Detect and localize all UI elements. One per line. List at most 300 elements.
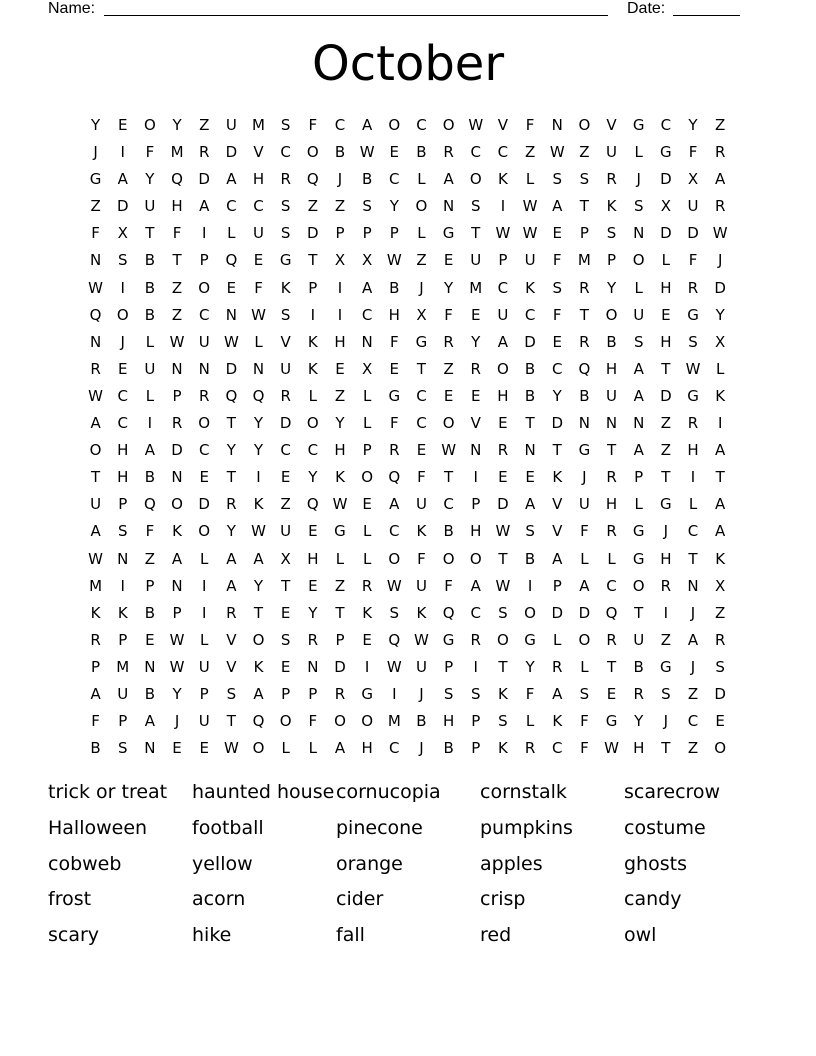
grid-letter: P xyxy=(552,576,562,595)
grid-letter: H xyxy=(307,549,319,568)
grid-letter: S xyxy=(661,684,671,703)
grid-letter: L xyxy=(254,332,263,351)
grid-letter: G xyxy=(524,630,536,649)
grid-letter: I xyxy=(120,278,125,297)
grid-letter: H xyxy=(334,332,346,351)
grid-letter: T xyxy=(281,576,291,595)
grid-letter: A xyxy=(226,576,237,595)
grid-letter: N xyxy=(687,576,699,595)
grid-row xyxy=(82,573,734,600)
grid-letter: C xyxy=(389,522,400,541)
word-list-item: hike xyxy=(192,924,232,947)
grid-letter: K xyxy=(416,603,427,622)
grid-letter: A xyxy=(362,278,373,297)
grid-letter: P xyxy=(145,576,155,595)
grid-letter: F xyxy=(580,739,589,758)
grid-letter: D xyxy=(116,197,129,216)
grid-letter: Q xyxy=(388,468,401,487)
grid-letter: I xyxy=(310,305,316,324)
grid-letter: D xyxy=(524,332,536,351)
grid-letter: D xyxy=(171,441,183,460)
grid-letter: C xyxy=(416,414,427,433)
grid-letter: K xyxy=(253,495,264,514)
grid-letter: R xyxy=(389,441,400,460)
grid-letter: C xyxy=(551,739,563,758)
grid-letter: Y xyxy=(525,657,535,676)
grid-letter: W xyxy=(88,386,103,405)
grid-letter: O xyxy=(143,116,156,134)
grid-letter: R xyxy=(226,603,237,622)
grid-letter: X xyxy=(416,305,427,324)
grid-letter: Z xyxy=(524,143,536,162)
grid-letter: T xyxy=(606,441,617,460)
grid-letter: I xyxy=(147,414,153,433)
grid-letter: L xyxy=(525,712,535,731)
grid-letter: V xyxy=(226,630,237,649)
grid-letter: N xyxy=(171,468,183,487)
grid-letter: N xyxy=(361,332,373,351)
grid-letter: B xyxy=(606,332,617,351)
grid-letter: E xyxy=(498,414,508,433)
grid-letter: J xyxy=(582,468,587,487)
grid-letter: D xyxy=(551,603,564,622)
word-list-item: pumpkins xyxy=(480,816,573,839)
grid-letter: P xyxy=(308,278,318,297)
grid-letter: C xyxy=(497,278,509,297)
grid-letter: A xyxy=(226,549,237,568)
grid-letter: F xyxy=(444,576,453,595)
grid-letter: R xyxy=(606,170,617,189)
grid-letter: T xyxy=(172,251,182,270)
grid-letter: O xyxy=(361,712,374,731)
grid-letter: F xyxy=(308,116,318,134)
grid-letter: B xyxy=(633,657,644,676)
grid-letter: K xyxy=(416,522,427,541)
grid-letter: R xyxy=(361,576,373,595)
grid-letter: R xyxy=(579,332,590,351)
grid-letter: O xyxy=(497,359,509,378)
grid-letter: M xyxy=(252,116,265,134)
grid-letter: N xyxy=(633,414,645,433)
grid-letter: T xyxy=(471,224,481,243)
grid-letter: B xyxy=(524,359,536,378)
grid-letter: G xyxy=(660,143,672,162)
grid-row xyxy=(82,708,734,735)
grid-letter: N xyxy=(442,197,455,216)
grid-letter: L xyxy=(417,170,426,189)
grid-letter: R xyxy=(226,495,237,514)
grid-letter: T xyxy=(444,468,454,487)
grid-letter: F xyxy=(552,305,562,324)
grid-letter: U xyxy=(415,657,427,676)
header xyxy=(48,0,748,20)
grid-letter: S xyxy=(117,522,128,541)
grid-letter: Z xyxy=(579,143,590,162)
grid-letter: F xyxy=(417,468,426,487)
grid-letter: A xyxy=(117,170,128,189)
word-list-item: scary xyxy=(48,924,100,947)
grid-letter: L xyxy=(145,386,155,405)
grid-letter: K xyxy=(498,739,508,758)
grid-letter: B xyxy=(144,251,156,270)
grid-letter: F xyxy=(525,116,535,134)
grid-letter: C xyxy=(389,170,400,189)
grid-letter: U xyxy=(117,684,129,703)
grid-letter: G xyxy=(415,332,428,351)
grid-letter: A xyxy=(470,576,481,595)
grid-letter: C xyxy=(389,739,400,758)
word-list-item: cornucopia xyxy=(336,781,441,803)
grid-letter: U xyxy=(198,657,210,676)
grid-letter: U xyxy=(606,386,618,405)
grid-letter: V xyxy=(552,522,563,541)
grid-letter: I xyxy=(256,468,261,487)
grid-letter: H xyxy=(660,549,672,568)
grid-letter: K xyxy=(307,332,318,351)
grid-letter: G xyxy=(632,549,645,568)
grid-letter: E xyxy=(280,657,291,676)
grid-letter: J xyxy=(690,657,696,676)
grid-letter: N xyxy=(605,414,618,433)
word-list-item: cornstalk xyxy=(480,781,567,803)
grid-letter: H xyxy=(660,332,672,351)
grid-letter: S xyxy=(633,332,644,351)
grid-letter: Z xyxy=(90,197,101,216)
grid-letter: S xyxy=(280,305,291,324)
grid-letter: K xyxy=(552,712,563,731)
grid-letter: H xyxy=(687,441,699,460)
grid-letter: Q xyxy=(306,495,319,514)
grid-letter: P xyxy=(389,224,399,243)
grid-letter: Q xyxy=(442,603,455,622)
grid-letter: V xyxy=(606,116,617,134)
grid-letter: X xyxy=(715,576,726,595)
grid-letter: C xyxy=(443,495,454,514)
grid-letter: E xyxy=(552,332,562,351)
grid-letter: D xyxy=(660,170,672,189)
grid-letter: W xyxy=(522,224,538,243)
grid-letter: E xyxy=(280,603,291,622)
grid-letter: I xyxy=(717,414,723,433)
grid-letter: A xyxy=(253,549,264,568)
grid-letter: C xyxy=(660,116,672,134)
word-list-item: haunted house xyxy=(192,781,335,803)
grid-letter: E xyxy=(443,251,454,270)
grid-letter: B xyxy=(579,386,590,405)
grid-letter: A xyxy=(226,170,237,189)
grid-letter: U xyxy=(687,197,699,216)
grid-letter: O xyxy=(497,630,509,649)
grid-letter: W xyxy=(685,359,701,378)
word-list xyxy=(48,778,768,957)
grid-letter: A xyxy=(497,332,509,351)
grid-letter: Y xyxy=(253,414,264,433)
grid-letter: N xyxy=(633,224,645,243)
grid-letter: P xyxy=(362,224,372,243)
grid-letter: K xyxy=(335,468,345,487)
grid-letter: D xyxy=(714,278,726,297)
grid-letter: O xyxy=(388,549,401,568)
grid-row xyxy=(82,681,734,708)
grid-letter: H xyxy=(605,495,618,514)
word-list-item: crisp xyxy=(480,888,526,911)
grid-letter: S xyxy=(606,224,617,243)
grid-letter: P xyxy=(471,495,481,514)
grid-letter: S xyxy=(471,684,481,703)
grid-letter: R xyxy=(307,630,319,649)
grid-letter: I xyxy=(690,468,696,487)
grid-letter: J xyxy=(93,143,98,162)
grid-letter: L xyxy=(715,359,725,378)
grid-letter: R xyxy=(714,143,726,162)
grid-letter: B xyxy=(144,468,156,487)
grid-letter: Y xyxy=(335,414,345,433)
grid-letter: O xyxy=(469,170,482,189)
grid-letter: C xyxy=(497,143,509,162)
grid-letter: T xyxy=(715,468,725,487)
grid-letter: T xyxy=(525,414,535,433)
grid-letter: A xyxy=(443,170,454,189)
grid-letter: E xyxy=(199,468,209,487)
grid-letter: I xyxy=(337,305,343,324)
grid-letter: L xyxy=(362,549,372,568)
grid-letter: F xyxy=(172,224,182,243)
grid-row xyxy=(82,356,734,383)
grid-row xyxy=(82,600,734,627)
grid-letter: K xyxy=(307,359,318,378)
grid-letter: A xyxy=(552,549,563,568)
word-list-item: fall xyxy=(336,924,365,947)
grid-letter: G xyxy=(442,630,455,649)
grid-letter: F xyxy=(580,522,589,541)
grid-letter: P xyxy=(199,684,209,703)
grid-letter: Q xyxy=(89,305,102,324)
grid-letter: G xyxy=(442,224,455,243)
grid-letter: N xyxy=(171,359,183,378)
word-list-item: red xyxy=(480,924,512,947)
grid-letter: J xyxy=(663,712,669,731)
grid-letter: Z xyxy=(660,630,671,649)
grid-letter: A xyxy=(715,441,726,460)
grid-letter: B xyxy=(144,278,156,297)
grid-letter: F xyxy=(91,224,100,243)
grid-letter: L xyxy=(362,386,372,405)
grid-letter: L xyxy=(553,630,562,649)
word-list-item: yellow xyxy=(192,852,253,875)
grid-letter: R xyxy=(606,630,617,649)
grid-row xyxy=(82,383,734,410)
grid-letter: F xyxy=(552,251,562,270)
grid-letter: O xyxy=(469,549,482,568)
grid-letter: C xyxy=(606,576,617,595)
grid-letter: N xyxy=(171,576,183,595)
grid-letter: E xyxy=(525,468,535,487)
grid-letter: Z xyxy=(687,739,699,758)
grid-letter: G xyxy=(361,684,373,703)
grid-letter: L xyxy=(335,549,345,568)
grid-letter: N xyxy=(307,657,319,676)
grid-letter: J xyxy=(120,332,125,351)
grid-letter: C xyxy=(687,522,699,541)
grid-letter: T xyxy=(634,603,644,622)
grid-letter: T xyxy=(416,359,427,378)
grid-letter: I xyxy=(473,468,478,487)
grid-letter: K xyxy=(498,170,508,189)
grid-letter: G xyxy=(334,522,346,541)
grid-letter: T xyxy=(661,359,671,378)
grid-letter: A xyxy=(715,495,726,514)
grid-letter: R xyxy=(579,278,590,297)
grid-letter: R xyxy=(497,441,509,460)
grid-letter: V xyxy=(552,495,563,514)
grid-letter: F xyxy=(417,549,426,568)
grid-letter: K xyxy=(172,522,182,541)
grid-letter: A xyxy=(524,495,536,514)
grid-letter: D xyxy=(334,657,346,676)
grid-letter: Y xyxy=(634,712,644,731)
grid-row xyxy=(82,410,734,437)
grid-letter: L xyxy=(688,495,698,514)
grid-letter: A xyxy=(552,197,563,216)
grid-letter: U xyxy=(606,143,618,162)
grid-letter: B xyxy=(416,143,427,162)
grid-letter: S xyxy=(280,630,291,649)
grid-letter: L xyxy=(308,386,317,405)
grid-letter: U xyxy=(253,224,264,243)
grid-letter: I xyxy=(120,576,125,595)
grid-letter: O xyxy=(361,468,374,487)
grid-letter: Y xyxy=(253,576,264,595)
grid-letter: D xyxy=(551,414,564,433)
grid-letter: E xyxy=(362,630,372,649)
grid-letter: P xyxy=(172,603,182,622)
word-list-item: apples xyxy=(480,852,543,875)
grid-letter: A xyxy=(579,576,590,595)
grid-letter: C xyxy=(470,143,481,162)
grid-letter: M xyxy=(387,712,401,731)
grid-letter: W xyxy=(386,251,402,270)
word-list-item: cider xyxy=(336,888,384,911)
grid-letter: W xyxy=(441,441,457,460)
grid-letter: W xyxy=(468,116,484,134)
grid-letter: L xyxy=(281,739,290,758)
grid-letter: R xyxy=(470,359,481,378)
word-list-item: Halloween xyxy=(48,816,148,839)
grid-letter: H xyxy=(252,170,265,189)
grid-letter: C xyxy=(416,116,427,134)
grid-letter: W xyxy=(251,522,266,541)
grid-letter: O xyxy=(578,630,591,649)
grid-letter: Z xyxy=(334,576,346,595)
grid-letter: P xyxy=(498,251,508,270)
grid-letter: T xyxy=(579,197,589,216)
grid-letter: W xyxy=(251,305,266,324)
grid-letter: K xyxy=(552,468,563,487)
grid-letter: D xyxy=(198,495,210,514)
grid-letter: O xyxy=(632,251,645,270)
grid-letter: I xyxy=(120,143,125,162)
grid-row xyxy=(82,139,734,166)
grid-letter: S xyxy=(443,684,454,703)
grid-letter: O xyxy=(578,116,591,134)
grid-letter: S xyxy=(552,278,562,297)
grid-letter: I xyxy=(392,684,397,703)
grid-letter: R xyxy=(443,143,454,162)
grid-letter: Y xyxy=(253,441,264,460)
grid-letter: Y xyxy=(172,684,182,703)
grid-letter: E xyxy=(308,576,318,595)
grid-letter: T xyxy=(688,549,698,568)
letter-grid xyxy=(82,112,734,762)
grid-letter: A xyxy=(144,712,156,731)
grid-letter: G xyxy=(89,170,102,189)
grid-letter: U xyxy=(225,116,237,134)
grid-letter: T xyxy=(552,441,562,460)
grid-letter: R xyxy=(334,684,346,703)
grid-letter: D xyxy=(279,414,292,433)
grid-letter: D xyxy=(307,224,319,243)
grid-letter: R xyxy=(443,332,454,351)
grid-letter: Y xyxy=(606,278,617,297)
grid-row xyxy=(82,491,734,518)
grid-letter: T xyxy=(308,251,318,270)
grid-letter: O xyxy=(714,739,727,758)
grid-letter: L xyxy=(145,332,155,351)
grid-letter: C xyxy=(117,386,128,405)
grid-letter: K xyxy=(525,278,535,297)
grid-letter: C xyxy=(687,712,699,731)
date-label: Date: xyxy=(627,0,666,17)
grid-letter: N xyxy=(524,441,536,460)
grid-letter: B xyxy=(416,712,427,731)
grid-letter: S xyxy=(579,684,590,703)
grid-letter: E xyxy=(443,386,454,405)
grid-letter: P xyxy=(308,684,318,703)
grid-letter: X xyxy=(715,332,726,351)
grid-letter: R xyxy=(606,468,617,487)
grid-letter: O xyxy=(388,116,401,134)
grid-letter: J xyxy=(337,170,343,189)
grid-letter: U xyxy=(90,495,102,514)
grid-letter: R xyxy=(90,359,101,378)
grid-letter: P xyxy=(444,657,454,676)
grid-letter: E xyxy=(280,468,291,487)
word-list-item: ghosts xyxy=(624,852,687,875)
grid-letter: L xyxy=(200,630,209,649)
grid-letter: W xyxy=(386,657,402,676)
grid-letter: E xyxy=(335,359,345,378)
grid-letter: U xyxy=(497,305,509,324)
grid-letter: D xyxy=(660,386,672,405)
grid-letter: O xyxy=(334,712,346,731)
grid-letter: T xyxy=(579,305,589,324)
grid-letter: U xyxy=(415,495,427,514)
grid-letter: C xyxy=(470,603,481,622)
word-list-item: scarecrow xyxy=(624,781,721,803)
grid-letter: F xyxy=(389,414,399,433)
grid-letter: G xyxy=(632,116,645,134)
grid-letter: L xyxy=(362,414,372,433)
grid-letter: H xyxy=(660,278,672,297)
grid-letter: C xyxy=(280,143,291,162)
grid-letter: Q xyxy=(225,251,238,270)
grid-letter: W xyxy=(88,549,103,568)
grid-letter: G xyxy=(632,522,645,541)
grid-letter: W xyxy=(169,657,185,676)
grid-letter: J xyxy=(419,278,424,297)
grid-letter: X xyxy=(687,170,699,189)
grid-letter: Q xyxy=(252,386,265,405)
